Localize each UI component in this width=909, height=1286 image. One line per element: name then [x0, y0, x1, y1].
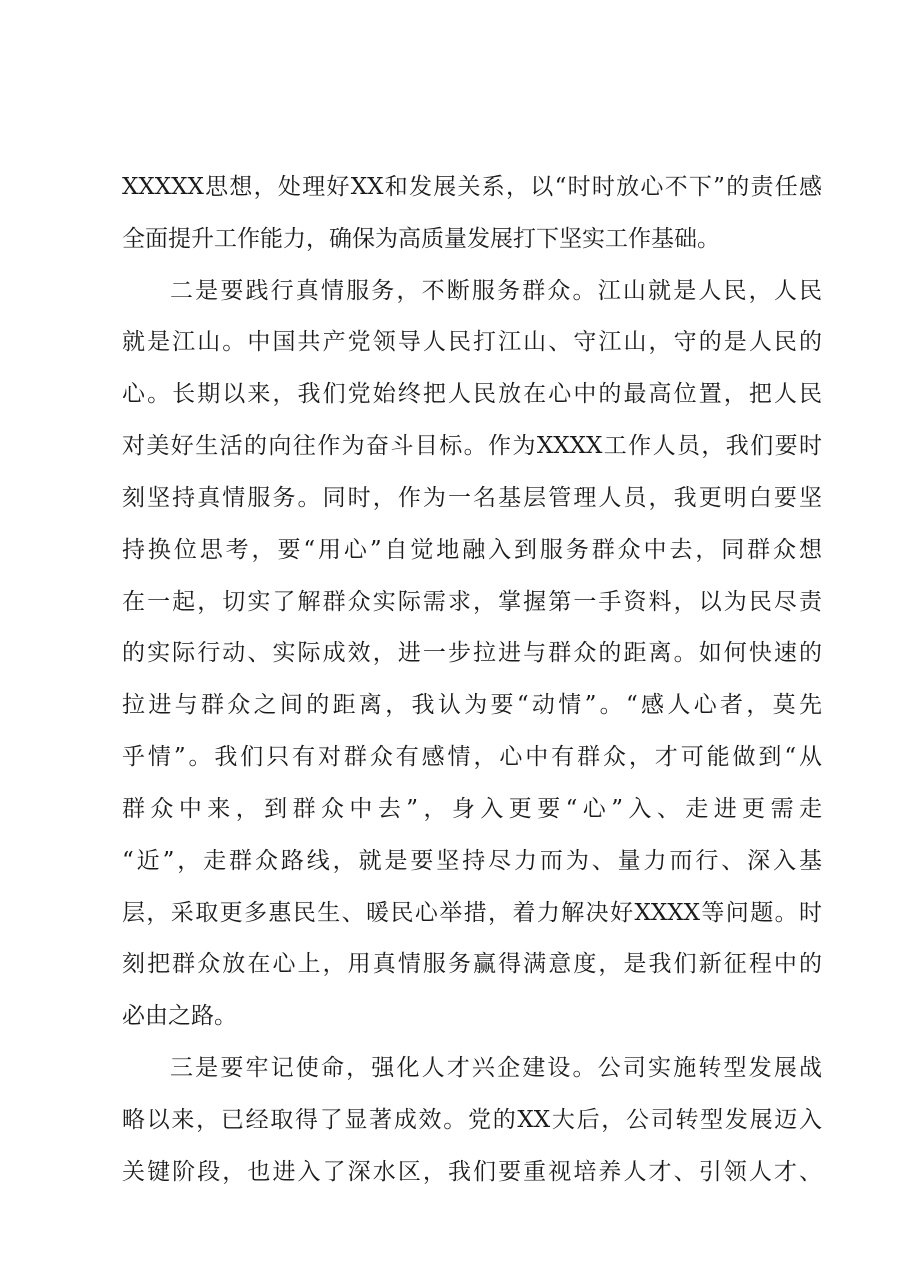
- text-line-5: 心。长期以来，我们党始终把人民放在心中的最高位置，把人民: [122, 381, 822, 407]
- text-line-20: 关键阶段，也进入了深水区，我们要重视培养人才、引领人才、: [122, 1159, 822, 1185]
- text-line-10: 的实际行动、实际成效，进一步拉进与群众的距离。如何快速的: [122, 640, 822, 666]
- text-line-17: 必由之路。: [122, 1003, 237, 1029]
- text-line-19: 略以来，已经取得了显著成效。党的XX大后，公司转型发展迈入: [122, 1107, 822, 1133]
- text-line-16: 刻把群众放在心上，用真情服务赢得满意度，是我们新征程中的: [122, 951, 822, 977]
- text-line-7: 刻坚持真情服务。同时，作为一名基层管理人员，我更明白要坚: [122, 485, 822, 511]
- text-line-4: 就是江山。中国共产党领导人民打江山、守江山，守的是人民的: [122, 329, 822, 355]
- paragraph-3-line-1: 三是要牢记使命，强化人才兴企建设。公司实施转型发展战: [170, 1055, 822, 1081]
- text-line-13: 群众中来，到群众中去”，身入更要“心”入、走进更需走: [122, 796, 822, 822]
- paragraph-2-line-1: 二是要践行真情服务，不断服务群众。江山就是人民，人民: [170, 278, 822, 304]
- text-line-6: 对美好生活的向往作为奋斗目标。作为XXXX工作人员，我们要时: [122, 433, 822, 459]
- text-line-1: XXXXX思想，处理好XX和发展关系，以“时时放心不下”的责任感: [122, 174, 822, 200]
- text-line-11: 拉进与群众之间的距离，我认为要“动情”。“感人心者，莫先: [122, 692, 822, 718]
- text-line-12: 乎情”。我们只有对群众有感情，心中有群众，才可能做到“从: [122, 744, 822, 770]
- text-line-2: 全面提升工作能力，确保为高质量发展打下坚实工作基础。: [122, 226, 720, 252]
- text-line-14: “近”，走群众路线，就是要坚持尽力而为、量力而行、深入基: [122, 848, 822, 874]
- text-line-15: 层，采取更多惠民生、暖民心举措，着力解决好XXXX等问题。时: [122, 900, 822, 926]
- text-line-8: 持换位思考，要“用心”自觉地融入到服务群众中去，同群众想: [122, 537, 822, 563]
- text-line-9: 在一起，切实了解群众实际需求，掌握第一手资料，以为民尽责: [122, 589, 822, 615]
